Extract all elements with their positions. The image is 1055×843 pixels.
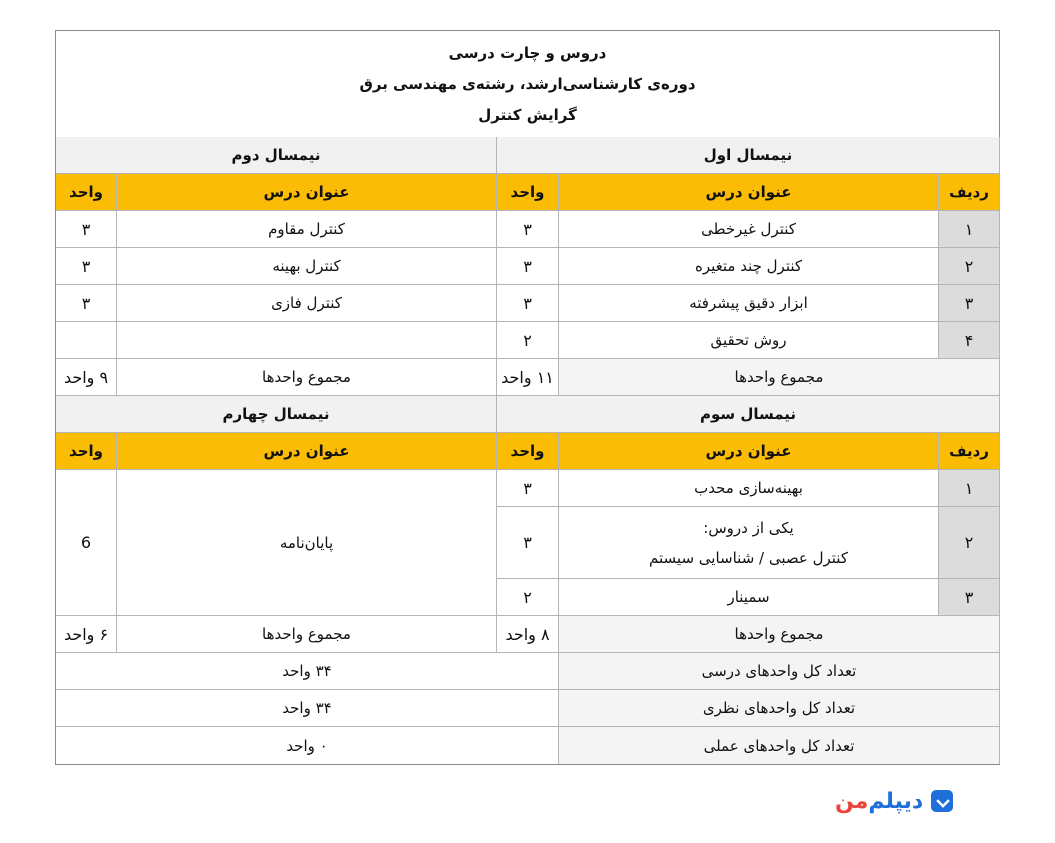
course-title-empty	[117, 322, 497, 359]
column-header-row: ردیف	[939, 174, 1000, 211]
course-units: ۳	[497, 507, 559, 579]
total-value-practical: ۰ واحد	[56, 727, 559, 764]
course-title-line-2: کنترل عصبی / شناسایی سیستم	[649, 548, 848, 567]
course-units: ۳	[56, 285, 117, 322]
semester-4-header: نیمسال چهارم	[56, 396, 497, 433]
course-title: کنترل چند متغیره	[559, 248, 939, 285]
total-value-courses: ۳۴ واحد	[56, 653, 559, 690]
course-units: ۳	[497, 248, 559, 285]
row-index: ۴	[939, 322, 1000, 359]
course-title-multi	[559, 507, 939, 579]
title-line-2: دوره‌ی کارشناسی‌ارشد، رشته‌ی مهندسی برق	[359, 74, 696, 93]
column-header-title: عنوان درس	[117, 433, 497, 470]
course-title: کنترل غیرخطی	[559, 211, 939, 248]
column-header-row: ردیف	[939, 433, 1000, 470]
course-title: روش تحقیق	[559, 322, 939, 359]
brand-logo	[835, 785, 953, 817]
course-units: ۲	[497, 322, 559, 359]
logo-text-part1: من	[835, 788, 869, 814]
total-label-practical: تعداد کل واحدهای عملی	[559, 727, 1000, 764]
course-title-line-1: یکی از دروس:	[703, 518, 794, 537]
sum-label: مجموع واحدها	[559, 359, 1000, 396]
row-index: ۱	[939, 470, 1000, 507]
course-units-empty	[56, 322, 117, 359]
total-value-theory: ۳۴ واحد	[56, 690, 559, 727]
sum-label: مجموع واحدها	[559, 616, 1000, 653]
column-header-title: عنوان درس	[559, 433, 939, 470]
curriculum-table	[55, 30, 1000, 765]
total-label-theory: تعداد کل واحدهای نظری	[559, 690, 1000, 727]
row-index: ۲	[939, 248, 1000, 285]
course-units: ۳	[56, 211, 117, 248]
table-title	[56, 31, 999, 138]
column-header-units: واحد	[56, 433, 117, 470]
sum-label: مجموع واحدها	[117, 359, 497, 396]
semester-1-header: نیمسال اول	[497, 137, 1000, 174]
course-title: بهینه‌سازی محدب	[559, 470, 939, 507]
semester-1-total: ۱۱ واحد	[497, 359, 559, 396]
course-units: ۳	[497, 470, 559, 507]
title-line-1: دروس و چارت درسی	[448, 43, 607, 62]
semester-2-total: ۹ واحد	[56, 359, 117, 396]
course-title: ابزار دقیق پیشرفته	[559, 285, 939, 322]
title-line-3: گرایش کنترل	[478, 105, 577, 124]
semester-4-total: ۶ واحد	[56, 616, 117, 653]
course-title: کنترل فازی	[117, 285, 497, 322]
column-header-units: واحد	[497, 433, 559, 470]
semester-3-total: ۸ واحد	[497, 616, 559, 653]
row-index: ۱	[939, 211, 1000, 248]
sum-label: مجموع واحدها	[117, 616, 497, 653]
semester-3-header: نیمسال سوم	[497, 396, 1000, 433]
column-header-units: واحد	[497, 174, 559, 211]
thesis-units: 6	[56, 470, 117, 616]
column-header-title: عنوان درس	[117, 174, 497, 211]
course-units: ۳	[497, 211, 559, 248]
course-units: ۳	[56, 248, 117, 285]
column-header-units: واحد	[56, 174, 117, 211]
diplomaman-logo-icon	[931, 790, 953, 812]
course-title: کنترل بهینه	[117, 248, 497, 285]
row-index: ۳	[939, 579, 1000, 616]
logo-text-part2: دیپلم	[868, 788, 924, 814]
row-index: ۲	[939, 507, 1000, 579]
course-units: ۳	[497, 285, 559, 322]
row-index: ۳	[939, 285, 1000, 322]
course-title: سمینار	[559, 579, 939, 616]
course-units: ۲	[497, 579, 559, 616]
thesis-title: پایان‌نامه	[117, 470, 497, 616]
column-header-title: عنوان درس	[559, 174, 939, 211]
semester-2-header: نیمسال دوم	[56, 137, 497, 174]
total-label-courses: تعداد کل واحدهای درسی	[559, 653, 1000, 690]
course-title: کنترل مقاوم	[117, 211, 497, 248]
